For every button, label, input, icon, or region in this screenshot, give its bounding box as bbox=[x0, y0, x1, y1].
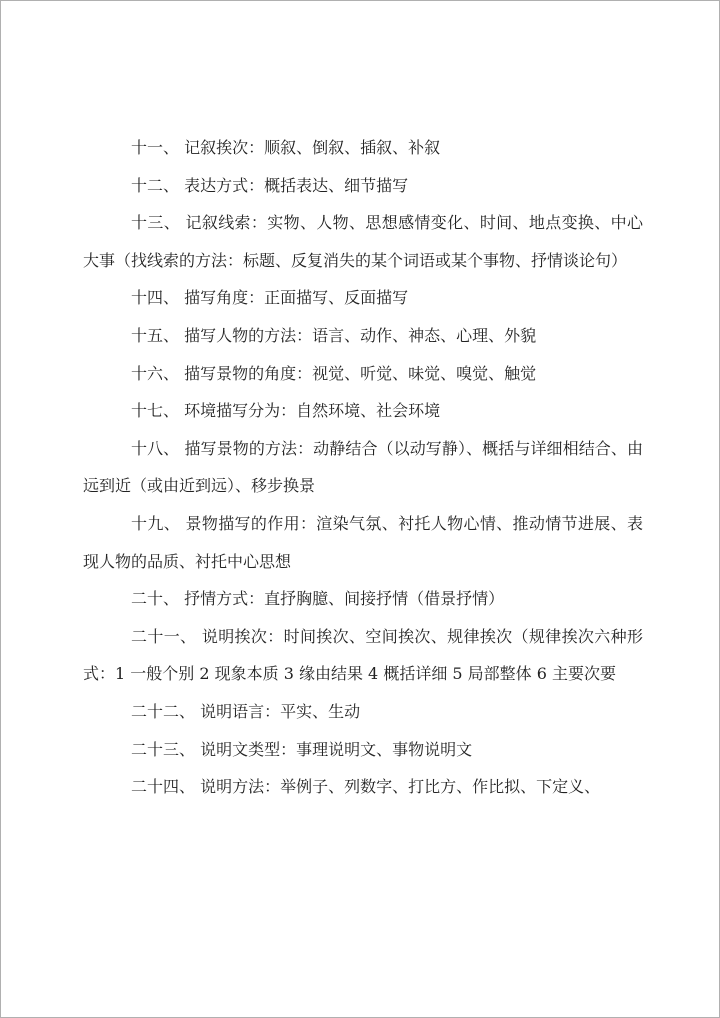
paragraph-14: 十四、 描写角度：正面描写、反面描写 bbox=[131, 288, 409, 308]
paragraph-24: 二十四、 说明方法：举例子、列数字、打比方、作比拟、下定义、 bbox=[131, 777, 601, 797]
paragraph-21: 二十一、 说明挨次：时间挨次、空间挨次、规律挨次（规律挨次六种形式：1 一般个别 2 现象本质 3 缘由结果 4 概括详细 5 局部整体 6 主要次要 bbox=[83, 626, 643, 684]
paragraph-19: 十九、 景物描写的作用：渲染气氛、衬托人物心情、推动情节进展、表现人物的品质、衬托中心思想 bbox=[83, 513, 643, 571]
paragraph-23: 二十三、 说明文类型：事理说明文、事物说明文 bbox=[131, 739, 473, 759]
paragraph-11: 十一、 记叙挨次：顺叙、倒叙、插叙、补叙 bbox=[131, 138, 441, 157]
paragraph-16: 十六、 描写景物的角度：视觉、听觉、味觉、嗅觉、触觉 bbox=[131, 363, 537, 383]
paragraph-18: 十八、 描写景物的方法：动静结合（以动写静）、概括与详细相结合、由远到近（或由近到远）、移步换景 bbox=[83, 438, 643, 496]
paragraph-15: 十五、 描写人物的方法：语言、动作、神态、心理、外貌 bbox=[131, 325, 537, 345]
document-body bbox=[83, 129, 643, 806]
paragraph-22: 二十二、 说明语言：平实、生动 bbox=[131, 701, 361, 721]
paragraph-13: 十三、 记叙线索：实物、人物、思想感情变化、时间、地点变换、中心大事（找线索的方法：标题、反复消失的某个词语或某个事物、抒情谈论句） bbox=[83, 213, 643, 270]
paragraph-20: 二十、 抒情方式：直抒胸臆、间接抒情（借景抒情） bbox=[131, 589, 505, 609]
paragraph-12: 十二、 表达方式：概括表达、细节描写 bbox=[131, 175, 409, 195]
paragraph-17: 十七、 环境描写分为：自然环境、社会环境 bbox=[131, 401, 441, 421]
